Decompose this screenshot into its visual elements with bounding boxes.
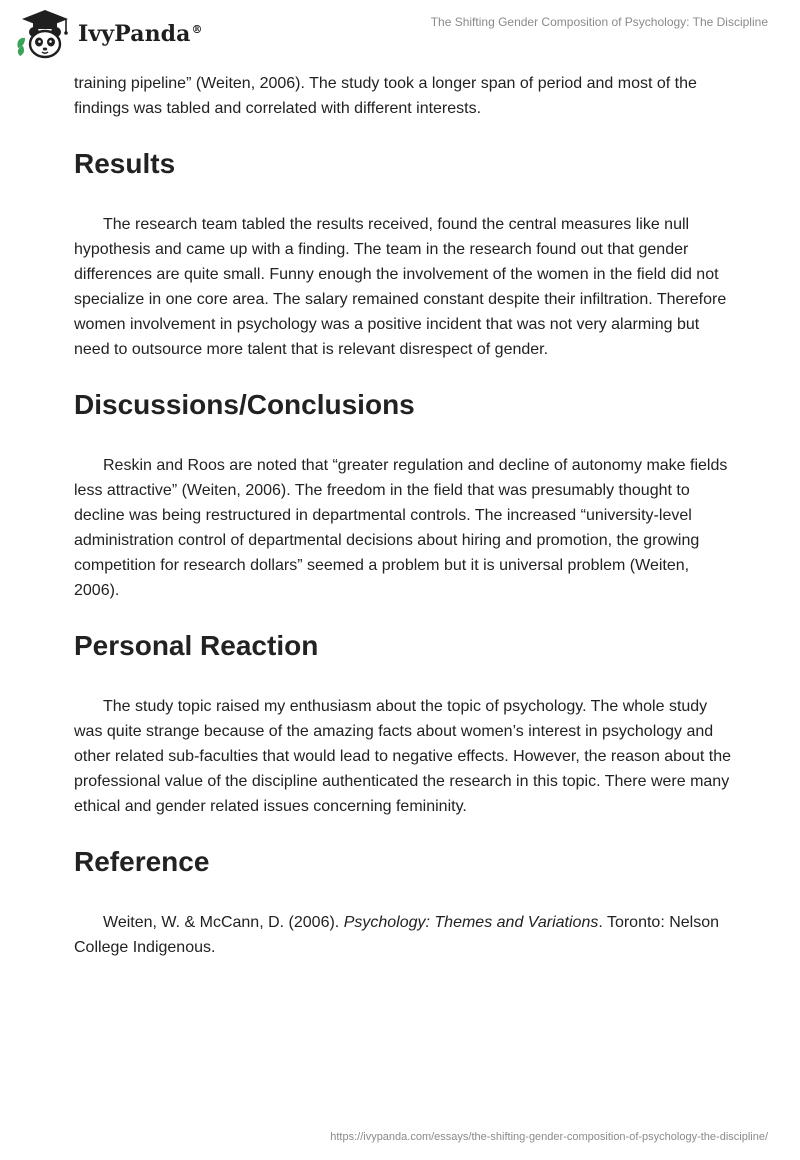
reference-book-title: Psychology: Themes and Variations (343, 914, 599, 931)
discussions-paragraph: Reskin and Roos are noted that “greater regulation and decline of autonomy make fields less attractive” (Weiten, 2006). The freedom in the field that was presumably thought to decline was being restructured in departmental controls. The increased “university-level administration control of departmental decisions about hiring and promotion, the growing competition for research dollars” seemed a problem but it is universal problem (Weiten, 2006). (74, 457, 728, 599)
intro-continuation: training pipeline” (Weiten, 2006). The study took a longer span of period and most of the findings was tabled and correlated with different interests. (74, 75, 697, 117)
registered-mark: ® (191, 22, 203, 36)
brand-name: IvyPanda® (78, 21, 203, 47)
personal-reaction-heading: Personal Reaction (74, 630, 319, 661)
reference-publisher: . Toronto: Nelson College Indigenous. (74, 914, 720, 956)
results-paragraph: The research team tabled the results received, found the central measures like null hypothesis and came up with a finding. The team in the research found out that gender differences are quite small. Funny enough the involvement of the women in the field did not specialize in one core area. The salary remained constant despite their infiltration. Therefore women involvement in psychology was a positive incident that was not very alarming but need to outsource more talent that is relevant disrespect of gender. (74, 216, 727, 358)
ivypanda-logo[interactable] (14, 8, 203, 60)
personal-reaction-paragraph: The study topic raised my enthusiasm about the topic of psychology. The whole study was quite strange because of the amazing facts about women’s interest in psychology and other related sub-faculties that would lead to negative effects. However, the reason about the professional value of the discipline authenticated the research in this topic. There were many ethical and gender related issues concerning femininity. (74, 698, 732, 815)
essay-body (74, 70, 734, 960)
panda-graduate-icon (14, 8, 76, 60)
discussions-heading: Discussions/Conclusions (74, 389, 415, 420)
results-heading: Results (74, 148, 176, 179)
reference-authors: Weiten, W. & McCann, D. (2006). (103, 914, 344, 931)
reference-entry (74, 910, 734, 960)
source-url[interactable]: https://ivypanda.com/essays/the-shifting-gender-composition-of-psychology-the-discipline/ (330, 1131, 768, 1143)
reference-heading: Reference (74, 846, 210, 877)
page-header (0, 0, 800, 70)
document-title: The Shifting Gender Composition of Psychology: The Discipline (430, 15, 768, 29)
